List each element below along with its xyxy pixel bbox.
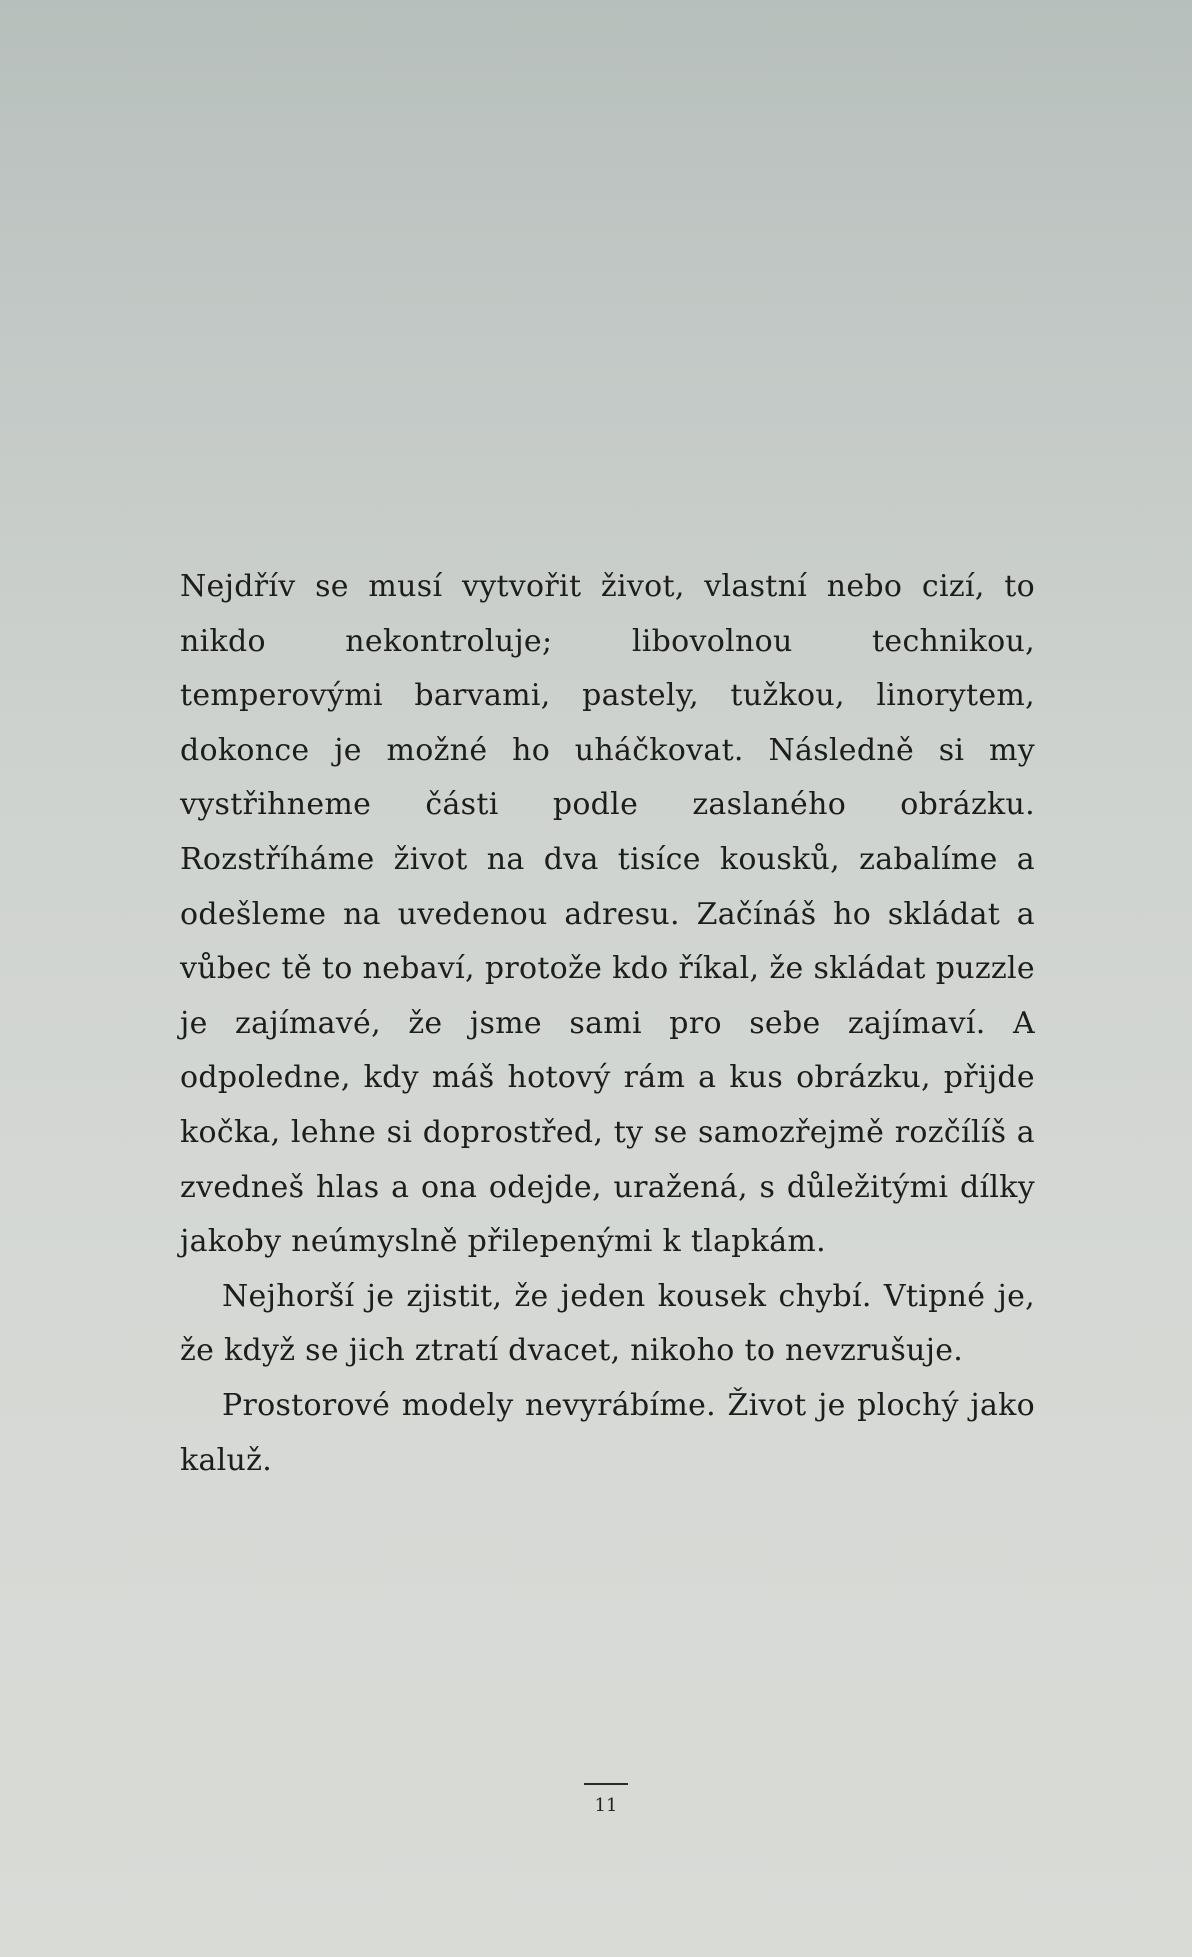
footer-rule bbox=[584, 1783, 628, 1785]
paragraph-3: Prostorové modely nevyrábíme. Život je plochý jako kaluž. bbox=[180, 1387, 1035, 1478]
page-number: 11 bbox=[594, 1795, 618, 1816]
paragraph-2: Nejhorší je zjistit, že jeden kousek chybí. Vtipné je, že když se jich ztratí dvacet, nikoho to nevzrušuje. bbox=[180, 1278, 1035, 1369]
body-text bbox=[180, 560, 1035, 1488]
paragraph-1: Nejdřív se musí vytvořit život, vlastní nebo cizí, to nikdo nekontroluje; libovolnou technikou, temperovými barvami, pastely, tužkou, linorytem, dokonce je možné ho uháčkovat. Následně si my vystřihneme části podle zaslaného obrázku. Rozstříháme život na dva tisíce kousků, zabalíme a odešleme na uvedenou adresu. Začínáš ho skládat a vůbec tě to nebaví, protože kdo říkal, že skládat puzzle je zajímavé, že jsme sami pro sebe zajímaví. A odpoledne, kdy máš hotový rám a kus obrázku, přijde kočka, lehne si doprostřed, ty se samozřejmě rozčílíš a zvedneš hlas a ona odejde, uražená, s důležitými dílky jakoby neúmyslně přilepenými k tlapkám. bbox=[180, 569, 1035, 1260]
